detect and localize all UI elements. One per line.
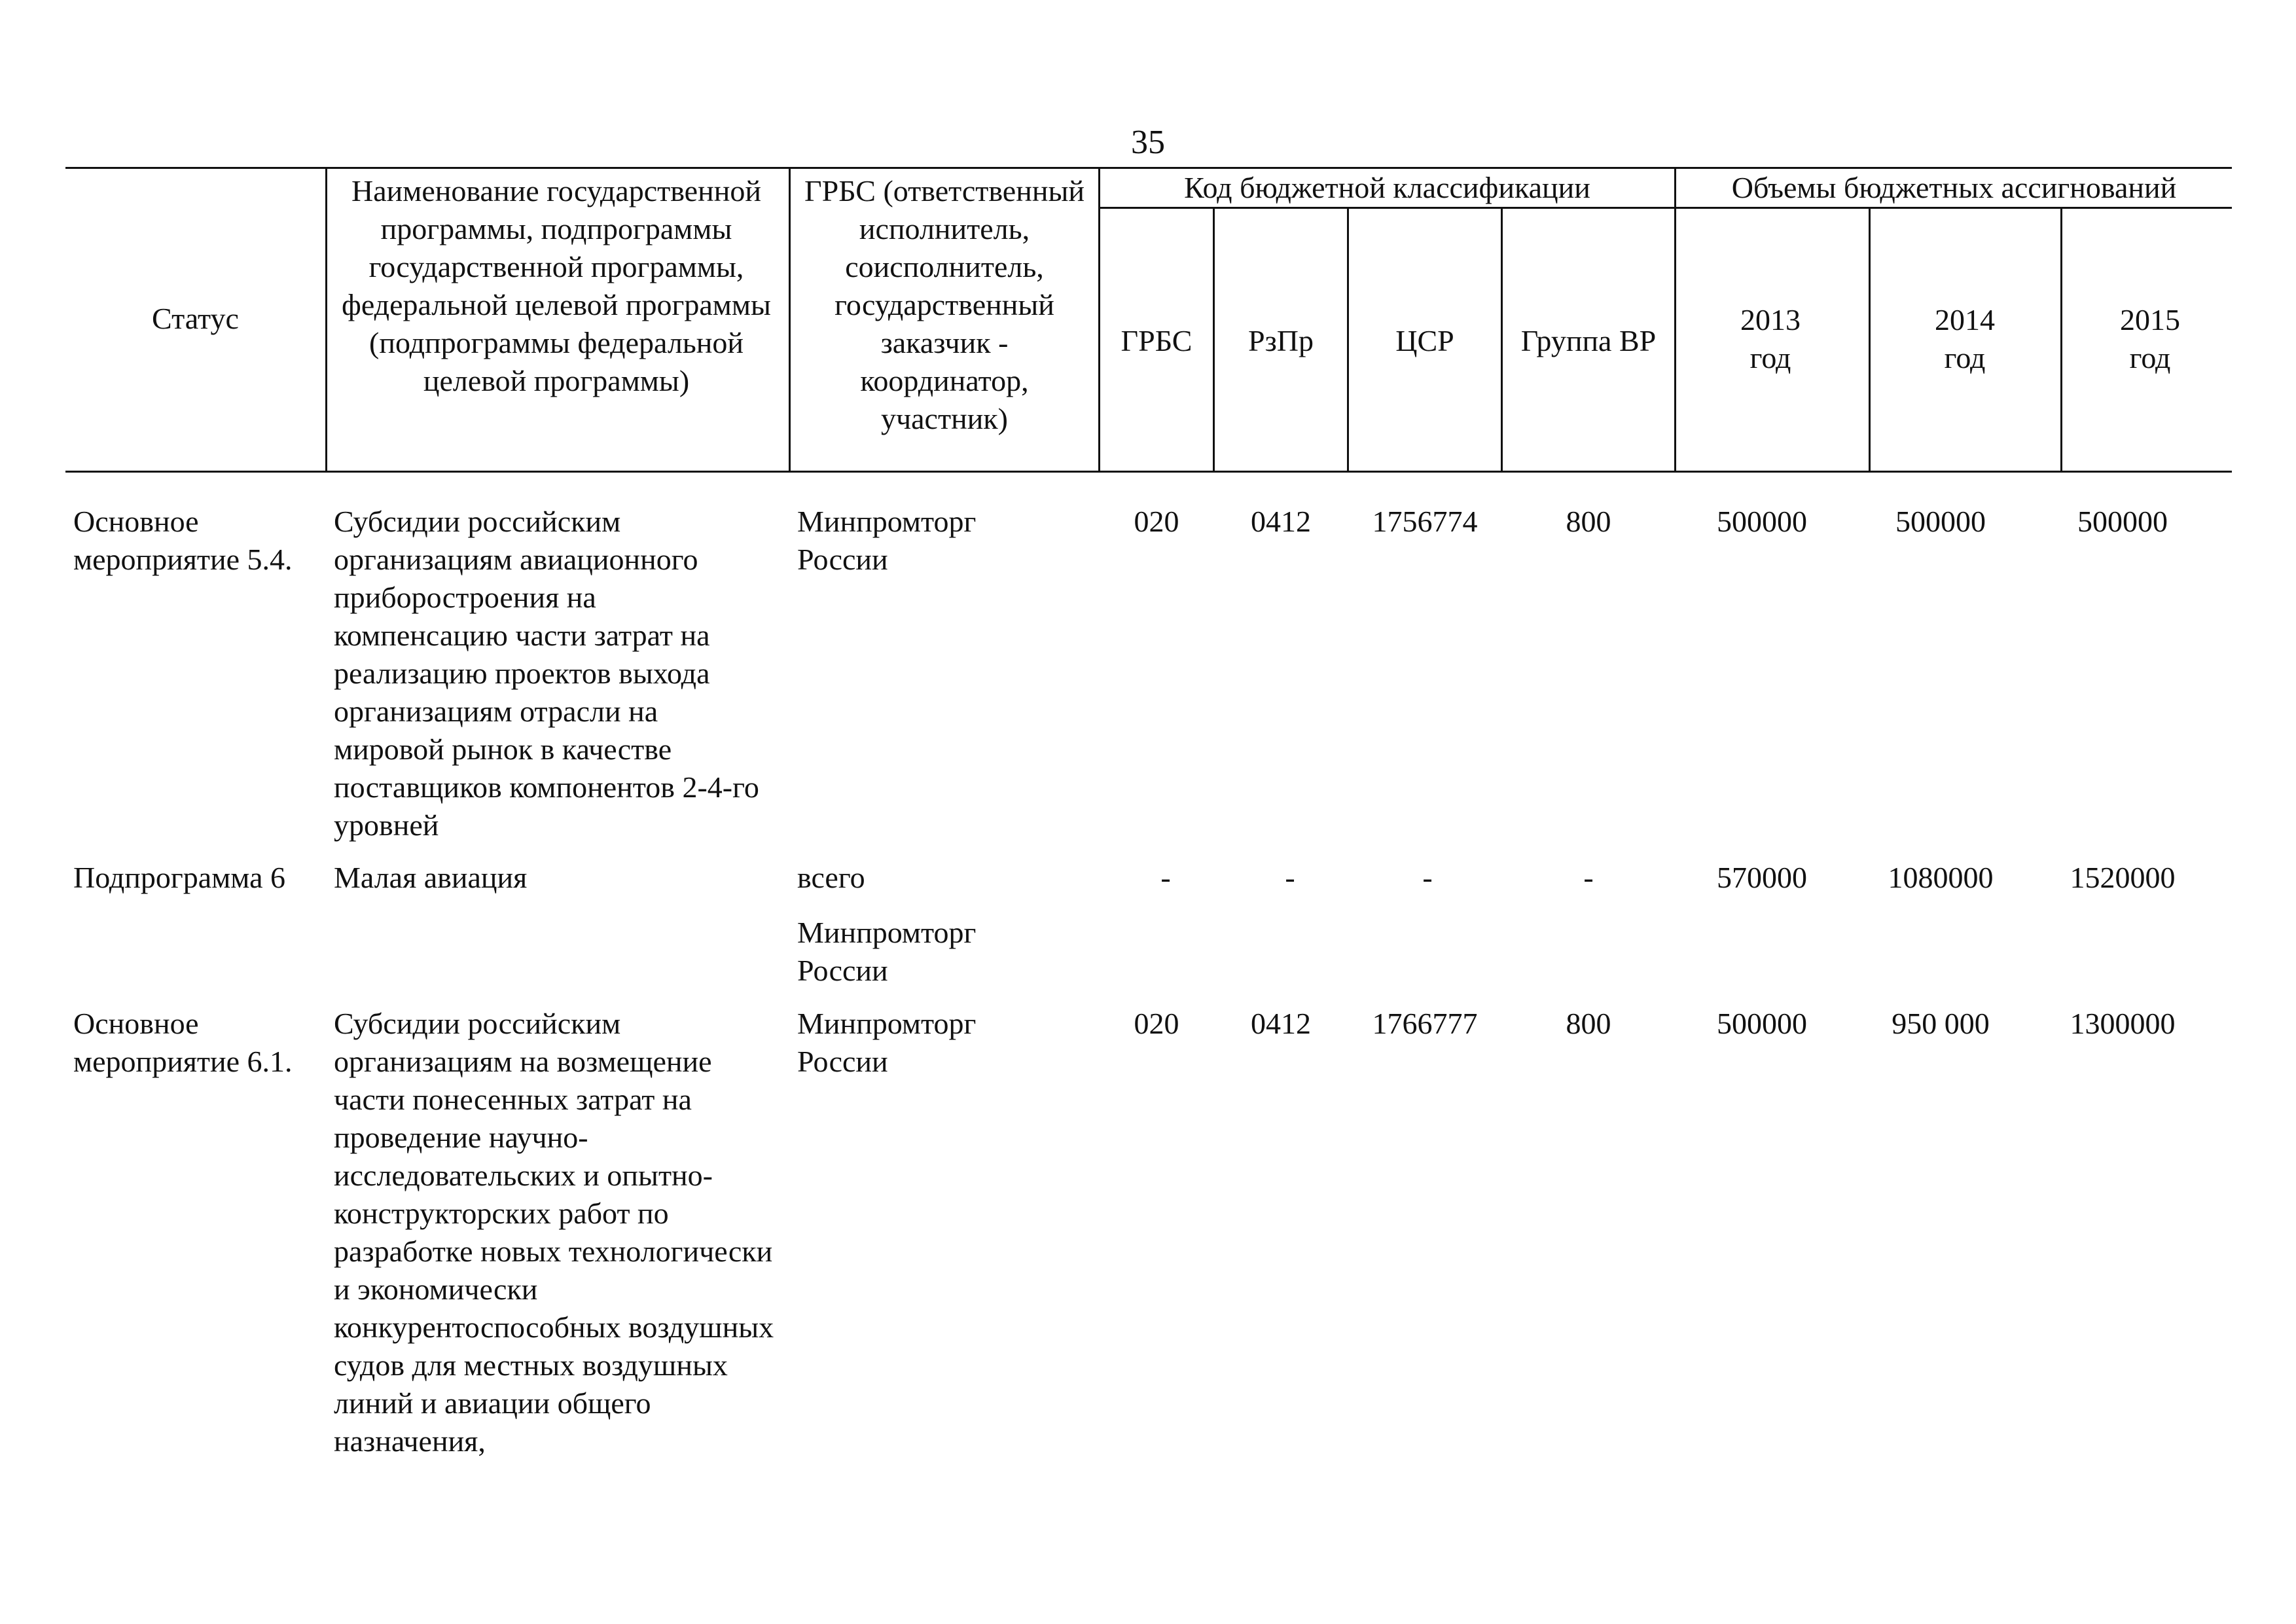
row-y2013: 500000 (1717, 1007, 1807, 1040)
row-grbs: 020 (1134, 1007, 1179, 1040)
header-csr: ЦСР (1395, 324, 1454, 357)
row-program-name: Малая авиация (334, 861, 528, 894)
row-status: Основное мероприятие 5.4. (73, 505, 293, 576)
header-bottom-rule (65, 471, 2232, 473)
col-divider (1098, 168, 1100, 471)
header-program-name: Наименование государственной программы, подпрограммы государственной программы, федеральной целевой программы (подпрограммы федеральной целевой программы) (342, 174, 771, 397)
row-y2014: 1080000 (1888, 861, 1994, 894)
row-program-name: Субсидии российским организациям авиационного приборостроения на компенсацию части затрат на реализацию проектов выхода организациям отрасли на мировой рынок в качестве поставщиков компонентов 2-4-го уровней (334, 505, 759, 842)
row-executor: Минпромторг России (797, 505, 977, 576)
header-vr-group: Группа ВР (1520, 324, 1657, 357)
header-year-2014: 2014 год (1935, 303, 1995, 374)
col-divider (2060, 208, 2062, 471)
row-y2013: 570000 (1717, 861, 1807, 894)
col-divider (1869, 208, 1871, 471)
row-y2013: 500000 (1717, 505, 1807, 538)
row-csr: 1766777 (1372, 1007, 1478, 1040)
row-y2015: 1520000 (2070, 861, 2176, 894)
page-number: 35 (1131, 124, 1165, 161)
header-year-2015: 2015 год (2120, 303, 2180, 374)
header-status: Статус (152, 302, 239, 335)
row-executor: Минпромторг России (797, 1007, 977, 1078)
row-y2014: 500000 (1895, 505, 1986, 538)
row-csr: - (1422, 861, 1433, 894)
row-rzpr: 0412 (1251, 505, 1311, 538)
row-vr: 800 (1566, 505, 1611, 538)
row-csr: 1756774 (1372, 505, 1478, 538)
row-status: Основное мероприятие 6.1. (73, 1007, 293, 1078)
row-rzpr: - (1285, 861, 1295, 894)
header-rzpr: РзПр (1248, 324, 1314, 357)
header-grbs-executor: ГРБС (ответственный исполнитель, соисполнитель, государственный заказчик - координатор, участник) (804, 174, 1085, 435)
row-grbs: - (1160, 861, 1171, 894)
row-program-name: Субсидии российским организациям на возмещение части понесенных затрат на проведение научно-исследовательских и опытно-конструкторских работ по разработке новых технологически и экономически конкурентоспособных воздушных судов для местных воздушных линий и авиации общего назначения, (334, 1007, 774, 1458)
row-status: Подпрограмма 6 (73, 861, 286, 894)
row-vr: 800 (1566, 1007, 1611, 1040)
header-budget-code: Код бюджетной классификации (1184, 171, 1590, 204)
row-vr: - (1583, 861, 1594, 894)
row-y2015: 500000 (2077, 505, 2168, 538)
row-y2014: 950 000 (1892, 1007, 1990, 1040)
col-divider (325, 168, 327, 471)
row-rzpr: 0412 (1251, 1007, 1311, 1040)
row-y2015: 1300000 (2070, 1007, 2176, 1040)
row-executor: всего (797, 861, 865, 894)
header-grbs: ГРБС (1121, 324, 1193, 357)
row-grbs: 020 (1134, 505, 1179, 538)
header-budget-volumes: Объемы бюджетных ассигнований (1731, 171, 2177, 204)
row-executor: Минпромторг России (797, 916, 977, 987)
header-year-2013: 2013 год (1740, 303, 1801, 374)
col-divider (789, 168, 791, 471)
col-divider (1674, 168, 1676, 471)
